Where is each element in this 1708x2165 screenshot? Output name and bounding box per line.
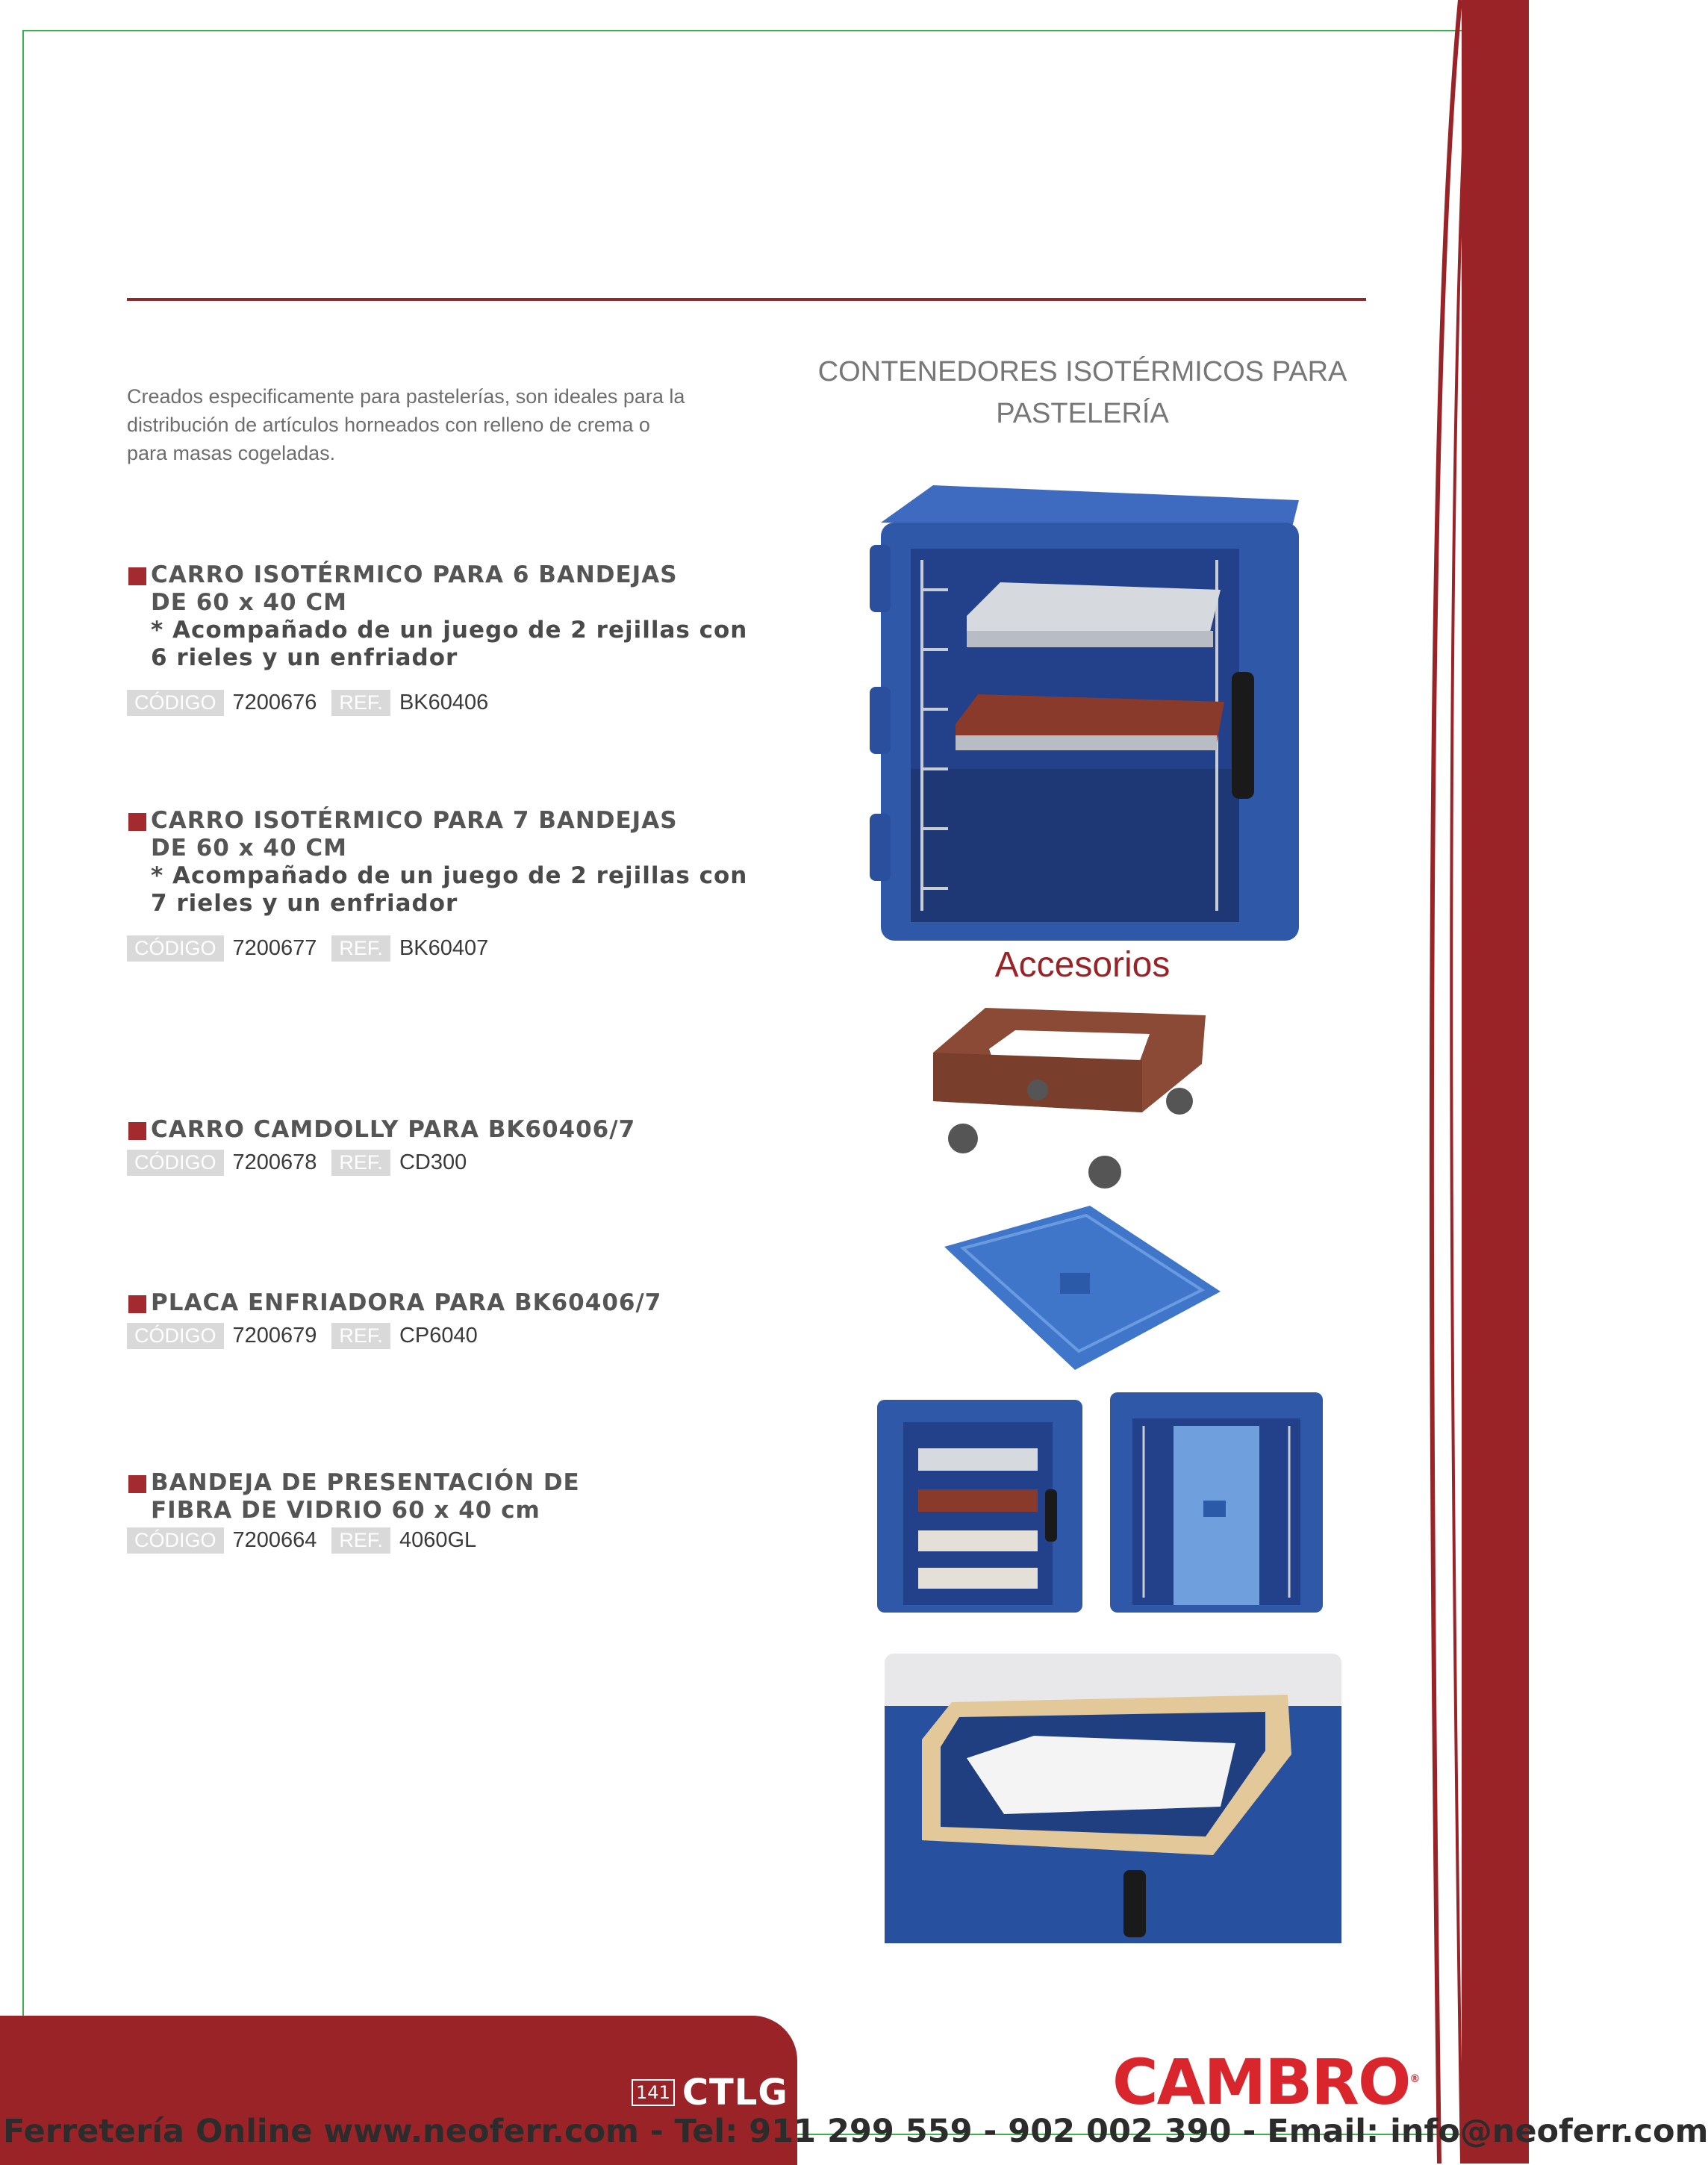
ref-value: BK60407 — [399, 936, 489, 960]
accessories-title: Accesorios — [994, 945, 1171, 985]
ref-value: CD300 — [399, 1150, 467, 1174]
cross-section-image — [885, 1654, 1341, 1943]
bullet-square-icon — [128, 567, 146, 585]
product-title-line: CARRO ISOTÉRMICO PARA 7 BANDEJAS — [151, 807, 678, 834]
product-codes — [127, 935, 784, 962]
product-codes — [127, 1150, 784, 1176]
bullet-square-icon — [128, 813, 146, 831]
catalog-label: CTLG — [682, 2072, 788, 2113]
codigo-label: CÓDIGO — [127, 1323, 224, 1349]
section-title: CONTENEDORES ISOTÉRMICOS PARA PASTELERÍA — [817, 356, 1347, 429]
ref-value: CP6040 — [399, 1324, 478, 1348]
product-title-line: CARRO ISOTÉRMICO PARA 6 BANDEJAS — [151, 561, 678, 588]
product-item — [127, 1116, 784, 1176]
registered-mark-icon: ® — [1409, 2073, 1419, 2085]
product-title-line: FIBRA DE VIDRIO 60 x 40 cm — [151, 1497, 540, 1524]
ref-label: REF. — [331, 935, 390, 962]
codigo-label: CÓDIGO — [127, 690, 224, 716]
container-front-image — [877, 1392, 1082, 1613]
product-title-line: PLACA ENFRIADORA PARA BK60406/7 — [151, 1289, 662, 1316]
product-codes — [127, 1323, 784, 1349]
product-item — [127, 1289, 784, 1349]
product-codes — [127, 690, 784, 716]
product-title-line: BANDEJA DE PRESENTACIÓN DE — [151, 1469, 580, 1496]
product-title-line: CARRO CAMDOLLY PARA BK60406/7 — [151, 1116, 636, 1143]
ref-label: REF. — [331, 1323, 390, 1349]
ref-label: REF. — [331, 1527, 390, 1554]
intro-text: Creados especificamente para pastelerías, son ideales para la distribución de artículos horneados con relleno de crema o para masas cogeladas. — [127, 385, 685, 464]
codigo-value: 7200676 — [232, 691, 317, 714]
container-main-image — [866, 478, 1299, 948]
ref-value: BK60406 — [399, 691, 489, 714]
ref-label: REF. — [331, 690, 390, 716]
product-title — [127, 561, 784, 672]
cooling-plate-image — [941, 1202, 1224, 1374]
bullet-square-icon — [128, 1122, 146, 1140]
codigo-value: 7200678 — [232, 1150, 317, 1174]
codigo-value: 7200677 — [232, 936, 317, 960]
product-title — [127, 1289, 784, 1317]
product-title-line: DE 60 x 40 CM — [151, 835, 347, 862]
codigo-value: 7200664 — [232, 1528, 317, 1552]
product-note-line: * Acompañado de un juego de 2 rejillas con — [151, 617, 748, 644]
catalog-mark — [632, 2072, 788, 2113]
brand-name: CAMBRO — [1112, 2046, 1410, 2119]
product-item — [127, 807, 784, 962]
codigo-value: 7200679 — [232, 1324, 317, 1348]
bullet-square-icon — [128, 1475, 146, 1493]
product-title-line: DE 60 x 40 CM — [151, 589, 347, 616]
ref-label: REF. — [331, 1150, 390, 1176]
brand-logo — [1112, 2046, 1418, 2119]
camdolly-image — [926, 1000, 1209, 1194]
product-codes — [127, 1527, 784, 1554]
footer-contact: Ferretería Online www.neoferr.com - Tel: 911 299 559 - 902 002 390 - Email: info@neoferr.com — [3, 2113, 1708, 2150]
product-note-line: 7 rieles y un enfriador — [151, 890, 458, 917]
page-number: 141 — [632, 2079, 675, 2106]
codigo-label: CÓDIGO — [127, 1527, 224, 1554]
product-note-line: * Acompañado de un juego de 2 rejillas con — [151, 862, 748, 889]
codigo-label: CÓDIGO — [127, 935, 224, 962]
product-title — [127, 1116, 784, 1144]
product-item — [127, 1469, 784, 1554]
product-title — [127, 807, 784, 918]
ref-value: 4060GL — [399, 1528, 477, 1552]
side-band — [1462, 0, 1529, 2164]
product-title — [127, 1469, 784, 1524]
product-item — [127, 561, 784, 716]
top-rule — [127, 298, 1366, 301]
bullet-square-icon — [128, 1295, 146, 1313]
codigo-label: CÓDIGO — [127, 1150, 224, 1176]
container-open-image — [1110, 1389, 1323, 1613]
product-note-line: 6 rieles y un enfriador — [151, 644, 458, 671]
